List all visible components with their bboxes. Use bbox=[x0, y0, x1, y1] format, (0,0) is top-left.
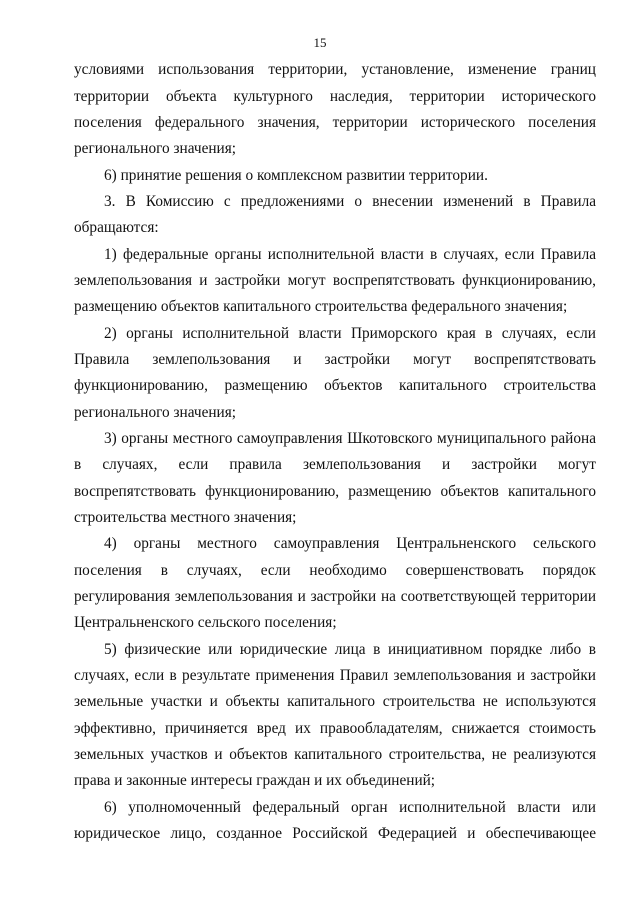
text-line: землепользования и застройки могут воспрепятствовать функционированию, bbox=[74, 272, 596, 289]
text-line: эффективно, причиняется вред их правообладателям, снижается стоимость bbox=[74, 720, 596, 737]
text-line: 1) федеральные органы исполнительной власти в случаях, если Правила bbox=[104, 246, 596, 263]
text-line: функционированию, размещению объектов капитального строительства bbox=[74, 377, 596, 394]
text-line: в случаях, если правила землепользования и застройки могут bbox=[74, 456, 596, 473]
text-line: условиями использования территории, установление, изменение границ bbox=[74, 61, 596, 78]
text-line: 6) уполномоченный федеральный орган исполнительной власти или bbox=[104, 799, 596, 816]
text-line: земельные участки и объекты капитального строительства не используются bbox=[74, 693, 596, 710]
text-line: 4) органы местного самоуправления Центральненского сельского bbox=[104, 535, 596, 552]
text-line: поселения в случаях, если необходимо совершенствовать порядок bbox=[74, 562, 596, 579]
text-line: поселения федерального значения, территории исторического поселения bbox=[74, 114, 596, 131]
text-line: Правила землепользования и застройки могут воспрепятствовать bbox=[74, 351, 596, 368]
text-line: обращаются: bbox=[74, 219, 159, 236]
text-line: размещению объектов капитального строительства федерального значения; bbox=[74, 298, 568, 315]
text-line: земельных участков и объектов капитального строительства, не реализуются bbox=[74, 746, 596, 763]
text-line: права и законные интересы граждан и их объединений; bbox=[74, 772, 436, 789]
text-line: 6) принятие решения о комплексном развитии территории. bbox=[104, 167, 488, 184]
text-line: 3) органы местного самоуправления Шкотовского муниципального района bbox=[104, 430, 596, 447]
text-line: воспрепятствовать функционированию, размещению объектов капитального bbox=[74, 483, 596, 500]
text-line: юридическое лицо, созданное Российской Федерацией и обеспечивающее bbox=[74, 825, 596, 842]
text-line: 2) органы исполнительной власти Приморского края в случаях, если bbox=[104, 325, 596, 342]
text-line: территории объекта культурного наследия, территории исторического bbox=[74, 88, 596, 105]
text-line: 3. В Комиссию с предложениями о внесении изменений в Правила bbox=[104, 193, 596, 210]
text-line: регионального значения; bbox=[74, 404, 237, 421]
text-line: Центральненского сельского поселения; bbox=[74, 614, 337, 631]
text-line: 5) физические или юридические лица в инициативном порядке либо в bbox=[104, 641, 596, 658]
text-line: случаях, если в результате применения Правил землепользования и застройки bbox=[74, 667, 596, 684]
text-line: строительства местного значения; bbox=[74, 509, 297, 526]
page-number: 15 bbox=[313, 35, 327, 50]
text-line: регионального значения; bbox=[74, 140, 237, 157]
text-line: регулирования землепользования и застройки на соответствующей территории bbox=[74, 588, 596, 605]
